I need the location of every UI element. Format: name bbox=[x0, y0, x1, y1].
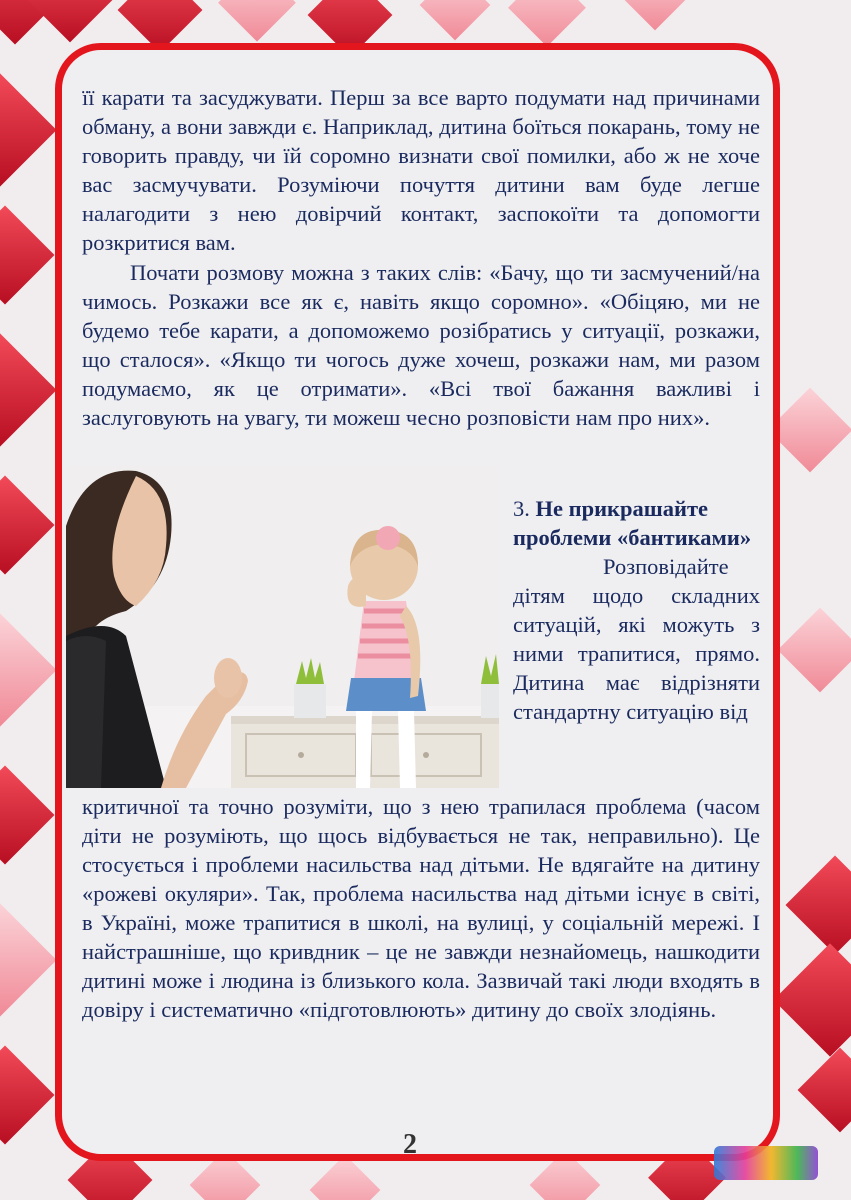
paragraph-1: її карати та засуджувати. Перш за все варто подумати над причинами обману, а вони завжди є. Наприклад, дитина боїться покарань, тому не говорить правду, чи їй соромно визнати свої помилки, або ж не хоче вас засмучувати. Розуміючи почуття дитини вам буде легше налагодити з нею довірчий контакт, заспокоїти та допомогти розкритися вам. bbox=[82, 85, 760, 255]
section-title: Не прикрашайте проблеми «бантиками» bbox=[513, 496, 752, 550]
publisher-logo bbox=[714, 1146, 818, 1180]
logo-icon bbox=[714, 1146, 818, 1180]
page-number: 2 bbox=[403, 1129, 417, 1160]
section-3 bbox=[513, 494, 760, 726]
section-heading bbox=[513, 494, 760, 552]
illustration-mother-and-crying-girl bbox=[66, 466, 499, 788]
section-number: 3. bbox=[513, 496, 530, 521]
paragraph-2: Почати розмову можна з таких слів: «Бачу, що ти засмучений/на чимось. Розкажи все як є, навіть якщо соромно». «Обіцяю, ми не будемо тебе карати, а допоможемо розібратись у ситуації, розкажи, що сталося». «Якщо ти чогось дуже хочеш, розкажи нам, ми разом подумаємо, як це отримати». «Всі твої бажання важливі і заслуговують на увагу, ти можеш чесно розповісти нам про них». bbox=[82, 260, 760, 430]
paragraph-4: критичної та точно розуміти, що з нею трапилася проблема (часом діти не розуміють, що щось відбувається не так, неправильно). Це стосується і проблеми насильства над дітьми. Не вдягайте на дитину «рожеві окуляри». Так, проблема насильства над дітьми існує в світі, в Україні, може трапитися в школі, на вулиці, у соціальній мережі. І найстрашніше, що кривдник – це не завжди незнайомець, нашкодити дитині може і людина із близького кола. Зазвичай такі люди входять в довіру і систематично «підготовлюють» дитину до своїх злодіянь. bbox=[82, 794, 760, 1022]
paragraph-3: Розповідайте дітям щодо складних ситуацій, які можуть з ними трапитися, прямо. Дитина має відрізняти стандартну ситуацію від bbox=[513, 554, 760, 724]
